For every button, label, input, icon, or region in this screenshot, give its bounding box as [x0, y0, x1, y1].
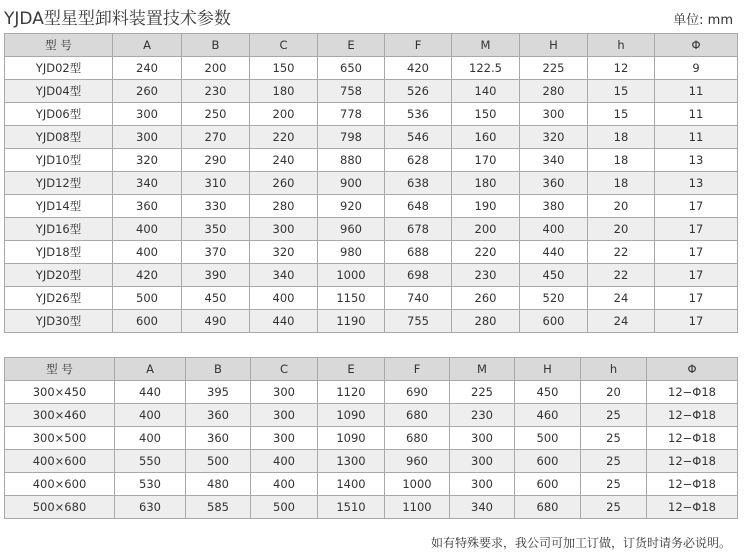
- value-cell: 400: [520, 218, 588, 241]
- value-cell: 650: [318, 57, 385, 80]
- value-cell: 180: [452, 172, 520, 195]
- value-cell: 25: [581, 450, 647, 473]
- column-header: M: [450, 358, 515, 381]
- value-cell: 1100: [385, 496, 450, 519]
- table-row: [5, 427, 738, 450]
- value-cell: 1000: [385, 473, 450, 496]
- value-cell: 200: [250, 103, 318, 126]
- value-cell: 300: [251, 404, 318, 427]
- model-cell: 300×450: [5, 381, 115, 404]
- value-cell: 440: [520, 241, 588, 264]
- value-cell: 300: [250, 218, 318, 241]
- column-header: h: [581, 358, 647, 381]
- value-cell: 24: [588, 287, 655, 310]
- value-cell: 280: [452, 310, 520, 333]
- model-cell: YJD18型: [5, 241, 113, 264]
- value-cell: 17: [655, 264, 738, 287]
- value-cell: 11: [655, 126, 738, 149]
- value-cell: 230: [450, 404, 515, 427]
- value-cell: 140: [452, 80, 520, 103]
- table-row: [5, 126, 738, 149]
- value-cell: 960: [318, 218, 385, 241]
- value-cell: 200: [182, 57, 250, 80]
- value-cell: 520: [520, 287, 588, 310]
- value-cell: 25: [581, 473, 647, 496]
- table-row: [5, 496, 738, 519]
- value-cell: 11: [655, 103, 738, 126]
- value-cell: 20: [581, 381, 647, 404]
- value-cell: 585: [186, 496, 251, 519]
- value-cell: 400: [251, 473, 318, 496]
- column-header: C: [250, 34, 318, 57]
- value-cell: 150: [452, 103, 520, 126]
- column-header: B: [182, 34, 250, 57]
- value-cell: 1400: [318, 473, 385, 496]
- value-cell: 240: [113, 57, 182, 80]
- value-cell: 12−Φ18: [647, 496, 738, 519]
- value-cell: 628: [385, 149, 452, 172]
- value-cell: 900: [318, 172, 385, 195]
- value-cell: 500: [186, 450, 251, 473]
- value-cell: 290: [182, 149, 250, 172]
- value-cell: 122.5: [452, 57, 520, 80]
- table-row: [5, 218, 738, 241]
- value-cell: 740: [385, 287, 452, 310]
- table-header-row: [5, 358, 738, 381]
- value-cell: 680: [385, 427, 450, 450]
- value-cell: 380: [520, 195, 588, 218]
- value-cell: 546: [385, 126, 452, 149]
- column-header: E: [318, 34, 385, 57]
- value-cell: 300: [450, 473, 515, 496]
- value-cell: 190: [452, 195, 520, 218]
- value-cell: 12−Φ18: [647, 427, 738, 450]
- model-cell: 300×460: [5, 404, 115, 427]
- value-cell: 12−Φ18: [647, 473, 738, 496]
- value-cell: 220: [452, 241, 520, 264]
- model-cell: YJD26型: [5, 287, 113, 310]
- value-cell: 320: [250, 241, 318, 264]
- table-row: [5, 80, 738, 103]
- value-cell: 450: [182, 287, 250, 310]
- value-cell: 340: [250, 264, 318, 287]
- value-cell: 17: [655, 287, 738, 310]
- value-cell: 400: [115, 427, 186, 450]
- table-row: [5, 473, 738, 496]
- value-cell: 11: [655, 80, 738, 103]
- column-header: A: [113, 34, 182, 57]
- value-cell: 260: [250, 172, 318, 195]
- table-header-row: [5, 34, 738, 57]
- column-header: F: [385, 358, 450, 381]
- value-cell: 920: [318, 195, 385, 218]
- table-row: [5, 57, 738, 80]
- value-cell: 500: [515, 427, 581, 450]
- model-cell: YJD16型: [5, 218, 113, 241]
- value-cell: 160: [452, 126, 520, 149]
- model-cell: 500×680: [5, 496, 115, 519]
- value-cell: 758: [318, 80, 385, 103]
- value-cell: 24: [588, 310, 655, 333]
- value-cell: 350: [182, 218, 250, 241]
- value-cell: 240: [250, 149, 318, 172]
- value-cell: 280: [250, 195, 318, 218]
- spec-table-yjd: [4, 33, 738, 333]
- value-cell: 550: [115, 450, 186, 473]
- value-cell: 1000: [318, 264, 385, 287]
- value-cell: 20: [588, 218, 655, 241]
- value-cell: 778: [318, 103, 385, 126]
- value-cell: 678: [385, 218, 452, 241]
- model-cell: YJD20型: [5, 264, 113, 287]
- column-header: M: [452, 34, 520, 57]
- value-cell: 480: [186, 473, 251, 496]
- value-cell: 225: [520, 57, 588, 80]
- spec-table-size: [4, 357, 738, 519]
- value-cell: 600: [113, 310, 182, 333]
- value-cell: 300: [113, 126, 182, 149]
- value-cell: 1090: [318, 427, 385, 450]
- value-cell: 12−Φ18: [647, 381, 738, 404]
- value-cell: 400: [115, 404, 186, 427]
- value-cell: 300: [450, 427, 515, 450]
- value-cell: 17: [655, 195, 738, 218]
- value-cell: 150: [250, 57, 318, 80]
- value-cell: 320: [520, 126, 588, 149]
- page-title: YJDA型星型卸料装置技术参数: [4, 9, 231, 29]
- model-cell: YJD04型: [5, 80, 113, 103]
- column-header: E: [318, 358, 385, 381]
- value-cell: 490: [182, 310, 250, 333]
- value-cell: 12−Φ18: [647, 404, 738, 427]
- value-cell: 300: [520, 103, 588, 126]
- value-cell: 18: [588, 126, 655, 149]
- value-cell: 360: [520, 172, 588, 195]
- value-cell: 680: [515, 496, 581, 519]
- table-row: [5, 381, 738, 404]
- table-row: [5, 310, 738, 333]
- value-cell: 300: [113, 103, 182, 126]
- value-cell: 690: [385, 381, 450, 404]
- value-cell: 600: [515, 473, 581, 496]
- value-cell: 15: [588, 80, 655, 103]
- value-cell: 390: [182, 264, 250, 287]
- value-cell: 360: [113, 195, 182, 218]
- value-cell: 12−Φ18: [647, 450, 738, 473]
- column-header: C: [251, 358, 318, 381]
- value-cell: 420: [385, 57, 452, 80]
- value-cell: 270: [182, 126, 250, 149]
- value-cell: 1510: [318, 496, 385, 519]
- value-cell: 880: [318, 149, 385, 172]
- value-cell: 648: [385, 195, 452, 218]
- column-header: h: [588, 34, 655, 57]
- column-header: Φ: [655, 34, 738, 57]
- value-cell: 440: [115, 381, 186, 404]
- value-cell: 22: [588, 264, 655, 287]
- value-cell: 225: [450, 381, 515, 404]
- model-cell: YJD08型: [5, 126, 113, 149]
- table-row: [5, 149, 738, 172]
- model-cell: 400×600: [5, 473, 115, 496]
- column-header: F: [385, 34, 452, 57]
- value-cell: 600: [515, 450, 581, 473]
- table-row: [5, 195, 738, 218]
- value-cell: 230: [452, 264, 520, 287]
- value-cell: 18: [588, 149, 655, 172]
- value-cell: 395: [186, 381, 251, 404]
- value-cell: 180: [250, 80, 318, 103]
- value-cell: 9: [655, 57, 738, 80]
- value-cell: 300: [450, 450, 515, 473]
- model-cell: YJD10型: [5, 149, 113, 172]
- value-cell: 440: [250, 310, 318, 333]
- column-header: H: [515, 358, 581, 381]
- value-cell: 340: [450, 496, 515, 519]
- table-row: [5, 172, 738, 195]
- value-cell: 450: [515, 381, 581, 404]
- value-cell: 360: [186, 427, 251, 450]
- model-cell: YJD30型: [5, 310, 113, 333]
- value-cell: 1190: [318, 310, 385, 333]
- value-cell: 400: [250, 287, 318, 310]
- value-cell: 370: [182, 241, 250, 264]
- table-row: [5, 287, 738, 310]
- value-cell: 755: [385, 310, 452, 333]
- unit-label: 单位: mm: [673, 13, 733, 28]
- value-cell: 17: [655, 241, 738, 264]
- value-cell: 12: [588, 57, 655, 80]
- value-cell: 340: [520, 149, 588, 172]
- value-cell: 340: [113, 172, 182, 195]
- value-cell: 13: [655, 149, 738, 172]
- value-cell: 638: [385, 172, 452, 195]
- model-cell: YJD14型: [5, 195, 113, 218]
- value-cell: 260: [452, 287, 520, 310]
- value-cell: 698: [385, 264, 452, 287]
- table-row: [5, 241, 738, 264]
- value-cell: 680: [385, 404, 450, 427]
- value-cell: 20: [588, 195, 655, 218]
- value-cell: 17: [655, 218, 738, 241]
- column-header: Φ: [647, 358, 738, 381]
- value-cell: 400: [251, 450, 318, 473]
- value-cell: 536: [385, 103, 452, 126]
- model-cell: YJD02型: [5, 57, 113, 80]
- value-cell: 250: [182, 103, 250, 126]
- column-header: 型 号: [5, 358, 115, 381]
- value-cell: 25: [581, 496, 647, 519]
- value-cell: 1300: [318, 450, 385, 473]
- value-cell: 450: [520, 264, 588, 287]
- table-row: [5, 264, 738, 287]
- value-cell: 960: [385, 450, 450, 473]
- value-cell: 18: [588, 172, 655, 195]
- value-cell: 25: [581, 427, 647, 450]
- value-cell: 400: [113, 218, 182, 241]
- column-header: H: [520, 34, 588, 57]
- value-cell: 220: [250, 126, 318, 149]
- footer-note: 如有特殊要求，我公司可加工订做，订货时请务必说明。: [430, 536, 731, 550]
- value-cell: 300: [251, 381, 318, 404]
- model-cell: YJD06型: [5, 103, 113, 126]
- value-cell: 320: [113, 149, 182, 172]
- value-cell: 798: [318, 126, 385, 149]
- value-cell: 13: [655, 172, 738, 195]
- model-cell: YJD12型: [5, 172, 113, 195]
- value-cell: 420: [113, 264, 182, 287]
- column-header: 型 号: [5, 34, 113, 57]
- column-header: B: [186, 358, 251, 381]
- value-cell: 170: [452, 149, 520, 172]
- value-cell: 260: [113, 80, 182, 103]
- value-cell: 25: [581, 404, 647, 427]
- value-cell: 500: [113, 287, 182, 310]
- model-cell: 400×600: [5, 450, 115, 473]
- value-cell: 530: [115, 473, 186, 496]
- value-cell: 22: [588, 241, 655, 264]
- value-cell: 310: [182, 172, 250, 195]
- value-cell: 280: [520, 80, 588, 103]
- value-cell: 15: [588, 103, 655, 126]
- value-cell: 200: [452, 218, 520, 241]
- value-cell: 360: [186, 404, 251, 427]
- value-cell: 230: [182, 80, 250, 103]
- value-cell: 630: [115, 496, 186, 519]
- model-cell: 300×500: [5, 427, 115, 450]
- value-cell: 1090: [318, 404, 385, 427]
- table-row: [5, 103, 738, 126]
- column-header: A: [115, 358, 186, 381]
- value-cell: 460: [515, 404, 581, 427]
- value-cell: 330: [182, 195, 250, 218]
- table-row: [5, 450, 738, 473]
- value-cell: 980: [318, 241, 385, 264]
- value-cell: 688: [385, 241, 452, 264]
- table-row: [5, 404, 738, 427]
- value-cell: 400: [113, 241, 182, 264]
- value-cell: 1150: [318, 287, 385, 310]
- value-cell: 500: [251, 496, 318, 519]
- value-cell: 300: [251, 427, 318, 450]
- value-cell: 600: [520, 310, 588, 333]
- value-cell: 1120: [318, 381, 385, 404]
- value-cell: 17: [655, 310, 738, 333]
- value-cell: 526: [385, 80, 452, 103]
